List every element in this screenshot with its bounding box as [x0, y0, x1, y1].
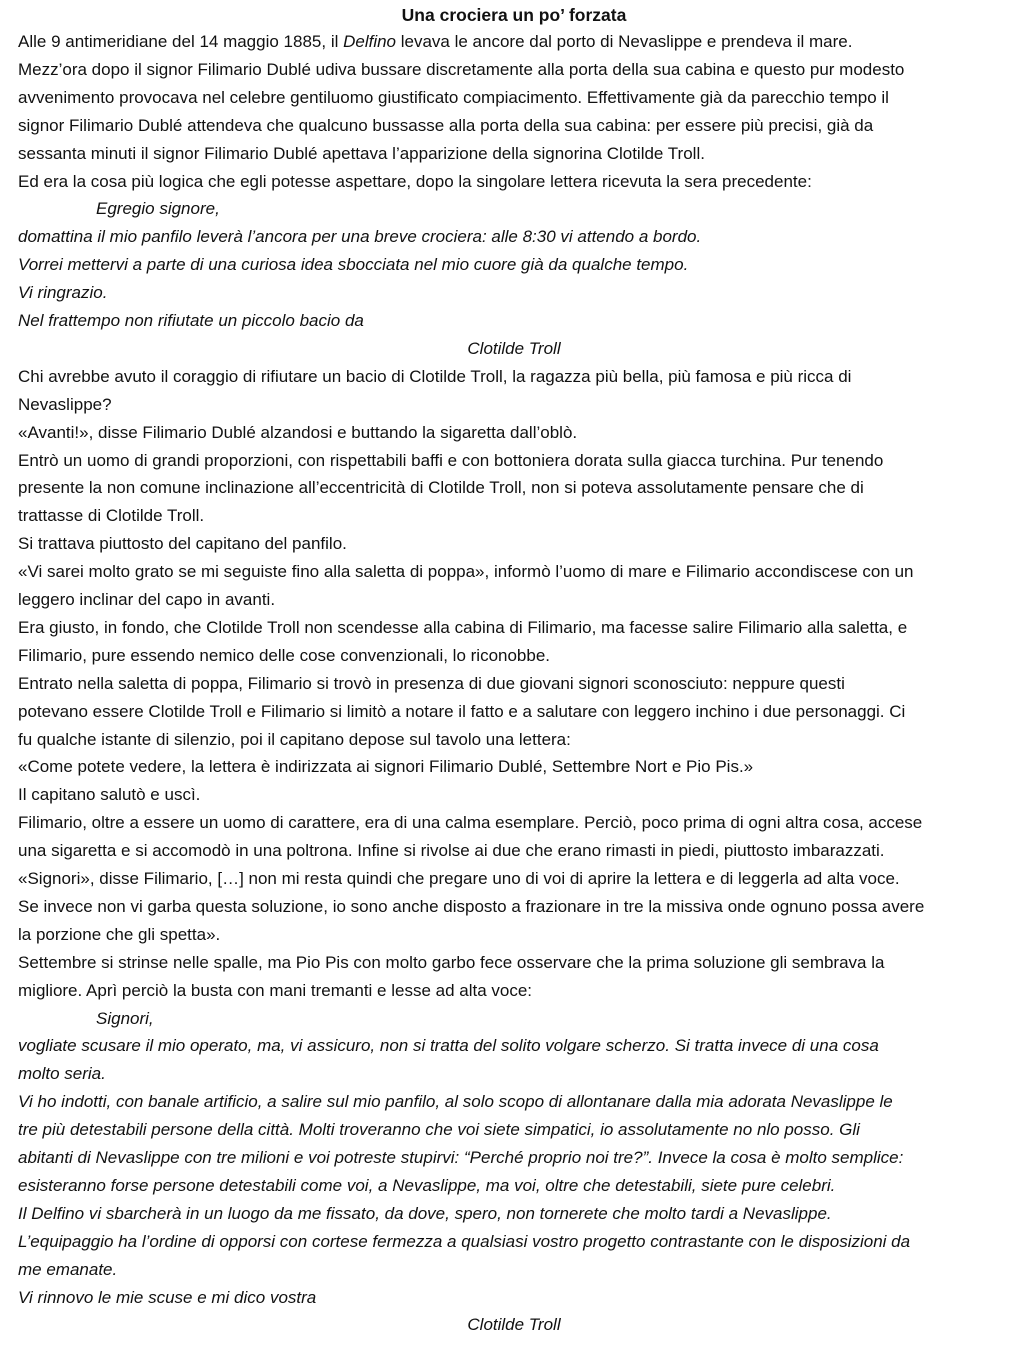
text-run: Si trattava piuttosto del capitano del panfilo.	[18, 534, 347, 554]
text-line	[18, 978, 532, 1004]
text-line	[18, 531, 347, 557]
text-run: Chi avrebbe avuto il coraggio di rifiutare un bacio di Clotilde Troll, la ragazza più bella, più famosa e più ricca di	[18, 366, 852, 386]
text-line	[18, 1229, 910, 1255]
text-line	[18, 1257, 117, 1283]
text-line	[0, 336, 1028, 362]
text-run: «Vi sarei molto grato se mi seguiste fino alla saletta di poppa», informò l’uomo di mare e Filimario accondiscese con un	[18, 562, 914, 582]
text-line	[18, 448, 883, 474]
text-run: Vi ho indotti, con banale artificio, a salire sul mio panfilo, al solo scopo di allontanare dalla mia adorata Nevaslippe le	[18, 1092, 893, 1112]
text-run: migliore. Aprì perciò la busta con mani tremanti e lesse ad alta voce:	[18, 980, 533, 1000]
text-run: Filimario, oltre a essere un uomo di carattere, era di una calma esemplare. Perciò, poco prima di ogni altra cosa, accese	[18, 813, 923, 833]
text-run: Delfino	[343, 32, 397, 51]
text-run: levava le ancore dal porto di Nevaslippe e prendeva il mare.	[396, 32, 853, 51]
text-run: Vi rinnovo le mie scuse e mi dico vostra	[18, 1287, 317, 1307]
text-run: molto seria.	[18, 1064, 106, 1084]
text-run: vogliate scusare il mio operato, ma, vi assicuro, non si tratta del solito volgare scherzo. Si tratta invece di una cosa	[18, 1036, 879, 1056]
text-run: Egregio signore,	[96, 199, 220, 219]
text-line	[18, 392, 112, 418]
text-run: Filimario, pure essendo nemico delle cose convenzionali, lo riconobbe.	[18, 645, 551, 665]
text-run: L’equipaggio ha l’ordine di opporsi con cortese fermezza a qualsiasi vostro progetto contrastante con le disposizioni da	[18, 1231, 911, 1251]
text-run: una sigaretta e si accomodò in una poltrona. Infine si rivolse ai due che erano rimasti in piedi, piuttosto imbarazzati.	[18, 841, 885, 861]
text-run: Nevaslippe?	[18, 394, 112, 414]
text-line	[18, 1061, 106, 1087]
text-run: domattina il mio panfilo leverà l’ancora per una breve crociera: alle 8:30 vi attendo a bordo.	[18, 227, 702, 247]
text-line	[0, 1312, 1028, 1338]
text-line	[18, 85, 889, 111]
text-line	[18, 782, 200, 808]
text-line	[18, 810, 922, 836]
text-line	[18, 280, 107, 306]
text-run: sessanta minuti il signor Filimario Dublé apettava l’apparizione della signorina Clotilde Troll.	[18, 143, 705, 163]
text-line	[18, 754, 753, 780]
text-run: leggero inclinar del capo in avanti.	[18, 590, 276, 609]
text-line	[18, 252, 688, 278]
text-line	[18, 866, 900, 892]
text-line	[18, 420, 577, 446]
text-line	[18, 169, 812, 195]
text-run: esisteranno forse persone detestabili come voi, a Nevaslippe, ma voi, oltre che detestabili, siete pure celebri.	[18, 1175, 836, 1195]
text-run: Clotilde Troll	[467, 338, 561, 358]
text-line	[18, 29, 852, 55]
text-line	[18, 894, 924, 920]
text-run: Signori,	[96, 1008, 154, 1028]
text-line	[18, 113, 873, 139]
text-line	[18, 699, 905, 725]
text-line	[18, 1145, 903, 1171]
text-line	[18, 615, 907, 641]
text-line	[18, 1285, 316, 1311]
text-line	[18, 1033, 879, 1059]
text-line	[18, 1173, 835, 1199]
text-run: presente la non comune inclinazione all’eccentricità di Clotilde Troll, non si poteva assolutamente pensare che di	[18, 478, 864, 498]
text-run: Vi ringrazio.	[18, 283, 108, 303]
text-run: fu qualche istante di silenzio, poi il capitano depose sul tavolo una lettera:	[18, 729, 571, 749]
text-run: Entrò un uomo di grandi proporzioni, con rispettabili baffi e con bottoniera dorata sulla giacca turchina. Pur tenendo	[18, 450, 884, 470]
text-run: Se invece non vi garba questa soluzione, io sono anche disposto a frazionare in tre la missiva onde ognuno possa avere	[18, 896, 925, 916]
text-run: «Avanti!», disse Filimario Dublé alzandosi e buttando la sigaretta dall’oblò.	[18, 422, 578, 442]
text-run: abitanti di Nevaslippe con tre milioni e voi potreste stupirvi: “Perché proprio noi tre?”. Invece la cosa è molto semplice:	[18, 1148, 904, 1167]
text-line	[18, 587, 275, 613]
text-run: Settembre si strinse nelle spalle, ma Pio Pis con molto garbo fece osservare che la prima soluzione gli sembrava la	[18, 952, 885, 972]
text-run: Nel frattempo non rifiutate un piccolo bacio da	[18, 311, 364, 330]
text-run: Il capitano salutò e uscì.	[18, 785, 201, 805]
text-run: avvenimento provocava nel celebre gentiluomo giustificato compiacimento. Effettivamente già da parecchio tempo il	[18, 87, 889, 107]
text-line	[18, 475, 864, 501]
text-line	[18, 308, 364, 334]
text-run: signor Filimario Dublé attendeva che qualcuno bussasse alla porta della sua cabina: per essere più precisi, già da	[18, 115, 874, 135]
text-run: tre più detestabili persone della città. Molti troveranno che voi siete simpatici, io assolutamente no nlo posso. Gli	[18, 1120, 860, 1140]
text-line	[18, 364, 851, 390]
text-line	[18, 922, 220, 948]
text-line	[18, 671, 845, 697]
text-run: me emanate.	[18, 1259, 118, 1279]
text-line	[18, 838, 885, 864]
text-line	[18, 727, 571, 753]
text-line	[18, 643, 550, 669]
text-run: trattasse di Clotilde Troll.	[18, 506, 205, 526]
text-line	[18, 57, 904, 83]
text-line	[96, 1006, 154, 1032]
text-run: la porzione che gli spetta».	[18, 924, 221, 944]
text-run: «Signori», disse Filimario, […] non mi resta quindi che pregare uno di voi di aprire la lettera e di leggerla ad alta voce.	[18, 869, 900, 888]
text-run: potevano essere Clotilde Troll e Filimario si limitò a notare il fatto e a salutare con leggero inchino i due personaggi. Ci	[18, 701, 906, 721]
text-line	[18, 1201, 832, 1227]
text-run: Vorrei mettervi a parte di una curiosa idea sbocciata nel mio cuore già da qualche tempo.	[18, 255, 689, 275]
text-line	[18, 224, 701, 250]
text-run: Il Delfino vi sbarcherà in un luogo da me fissato, da dove, spero, non tornerete che molto tardi a Nevaslippe.	[18, 1203, 832, 1223]
text-line	[18, 1089, 893, 1115]
text-run: Era giusto, in fondo, che Clotilde Troll non scendesse alla cabina di Filimario, ma facesse salire Filimario alla saletta, e	[18, 617, 908, 637]
document-title: Una crociera un po’ forzata	[401, 5, 627, 25]
text-line	[18, 503, 204, 529]
text-run: Ed era la cosa più logica che egli potesse aspettare, dopo la singolare lettera ricevuta la sera precedente:	[18, 171, 812, 191]
text-line	[18, 141, 705, 167]
text-run: Alle 9 antimeridiane del 14 maggio 1885, il	[18, 32, 344, 51]
text-run: «Come potete vedere, la lettera è indirizzata ai signori Filimario Dublé, Settembre Nort e Pio Pis.»	[18, 757, 754, 777]
text-line	[18, 559, 913, 585]
text-line	[96, 196, 220, 222]
text-run: Mezz’ora dopo il signor Filimario Dublé udiva bussare discretamente alla porta della sua cabina e questo pur modesto	[18, 59, 905, 79]
text-run: Clotilde Troll	[467, 1315, 561, 1335]
text-run: Entrato nella saletta di poppa, Filimario si trovò in presenza di due giovani signori sconosciuto: neppure questi	[18, 673, 845, 693]
text-line	[18, 1117, 860, 1143]
text-line	[18, 950, 884, 976]
